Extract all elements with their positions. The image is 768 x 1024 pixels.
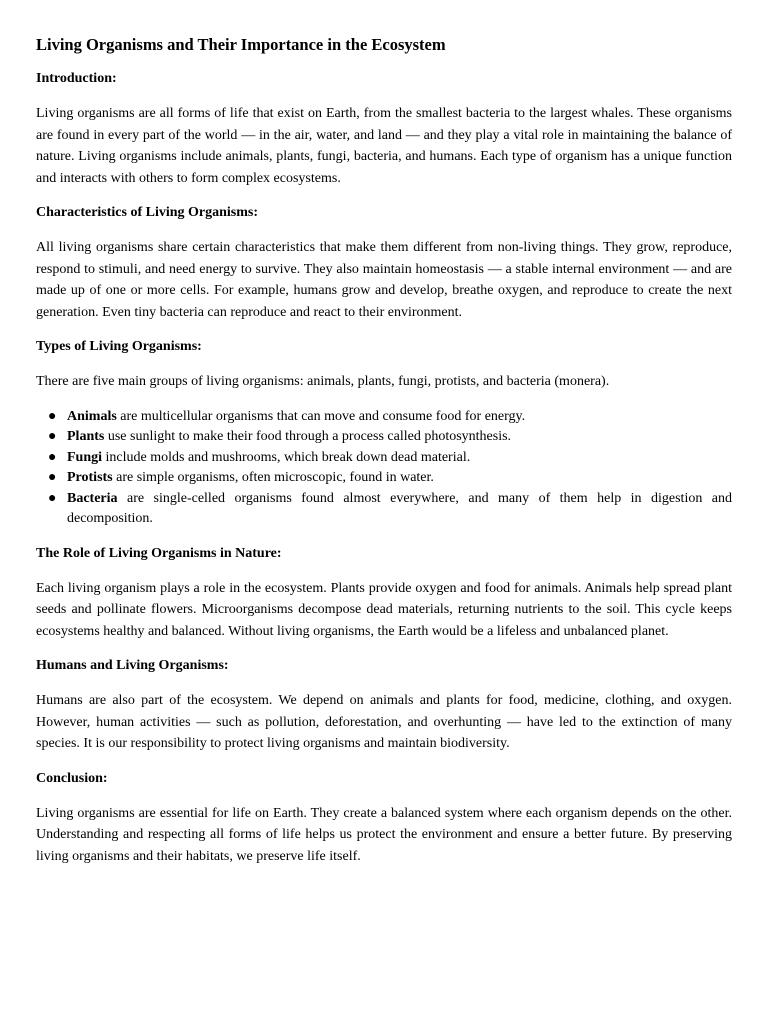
- list-item: [36, 407, 732, 428]
- conclusion-heading: Conclusion:: [36, 770, 108, 786]
- bullet-term: Animals: [67, 408, 117, 424]
- bullet-description: are single-celled organisms found almost everywhere, and many of them help in digestion and decomposition.: [67, 490, 732, 526]
- bullet-term: Protists: [67, 470, 113, 485]
- bullet-term: Bacteria: [67, 490, 118, 506]
- list-item: [36, 448, 732, 469]
- role-paragraph: Each living organism plays a role in the ecosystem. Plants provide oxygen and food for animals. Animals help spread plant seeds and pollinate flowers. Microorganisms decompose dead materials, returning nutrients to the soil. This cycle keeps ecosystems healthy and balanced. Without living organisms, the Earth would be a lifeless and unbalanced planet.: [36, 580, 732, 639]
- types-heading: Types of Living Organisms:: [36, 339, 202, 354]
- document-page: [36, 34, 732, 881]
- types-bullet-list: [36, 407, 732, 530]
- bullet-icon: ●: [48, 490, 57, 506]
- document-title: Living Organisms and Their Importance in the Ecosystem: [36, 35, 446, 54]
- list-item: [36, 468, 732, 489]
- types-paragraph: There are five main groups of living organisms: animals, plants, fungi, protists, and bacteria (monera).: [36, 374, 610, 389]
- bullet-description: include molds and mushrooms, which break down dead material.: [102, 449, 471, 465]
- introduction-heading: Introduction:: [36, 71, 117, 86]
- role-heading: The Role of Living Organisms in Nature:: [36, 545, 282, 561]
- bullet-term: Plants: [67, 429, 105, 444]
- bullet-description: are multicellular organisms that can move and consume food for energy.: [116, 408, 526, 424]
- bullet-icon: ●: [48, 429, 57, 444]
- bullet-icon: ●: [48, 408, 57, 424]
- bullet-icon: ●: [48, 449, 57, 465]
- characteristics-heading: Characteristics of Living Organisms:: [36, 205, 259, 220]
- bullet-term: Fungi: [67, 449, 103, 465]
- bullet-icon: ●: [48, 470, 57, 485]
- bullet-description: are simple organisms, often microscopic, found in water.: [112, 470, 434, 485]
- introduction-paragraph: Living organisms are all forms of life that exist on Earth, from the smallest bacteria to the largest whales. These organisms are found in every part of the world — in the air, water, and land — and they play a vital role in maintaining the balance of nature. Living organisms include animals, plants, fungi, bacteria, and humans. Each type of organism has a unique function and interacts with others to form complex ecosystems.: [36, 106, 732, 186]
- humans-heading: Humans and Living Organisms:: [36, 658, 229, 673]
- characteristics-paragraph: All living organisms share certain characteristics that make them different from non-living things. They grow, reproduce, respond to stimuli, and need energy to survive. They also maintain homeostasis — a stable internal environment — and are made up of one or more cells. For example, humans grow and develop, breathe oxygen, and reproduce to create the next generation. Even tiny bacteria can reproduce and react to their environment.: [36, 240, 732, 320]
- list-item: [36, 427, 732, 448]
- humans-paragraph: Humans are also part of the ecosystem. We depend on animals and plants for food, medicine, clothing, and oxygen. However, human activities — such as pollution, deforestation, and overhunting — have led to the extinction of many species. It is our responsibility to protect living organisms and maintain biodiversity.: [36, 693, 732, 751]
- list-item: [36, 489, 732, 530]
- bullet-description: use sunlight to make their food through a process called photosynthesis.: [104, 429, 512, 444]
- conclusion-paragraph: Living organisms are essential for life on Earth. They create a balanced system where each organism depends on the other. Understanding and respecting all forms of life helps us protect the environment and ensure a better future. By preserving living organisms and their habitats, we preserve life itself.: [36, 805, 732, 864]
